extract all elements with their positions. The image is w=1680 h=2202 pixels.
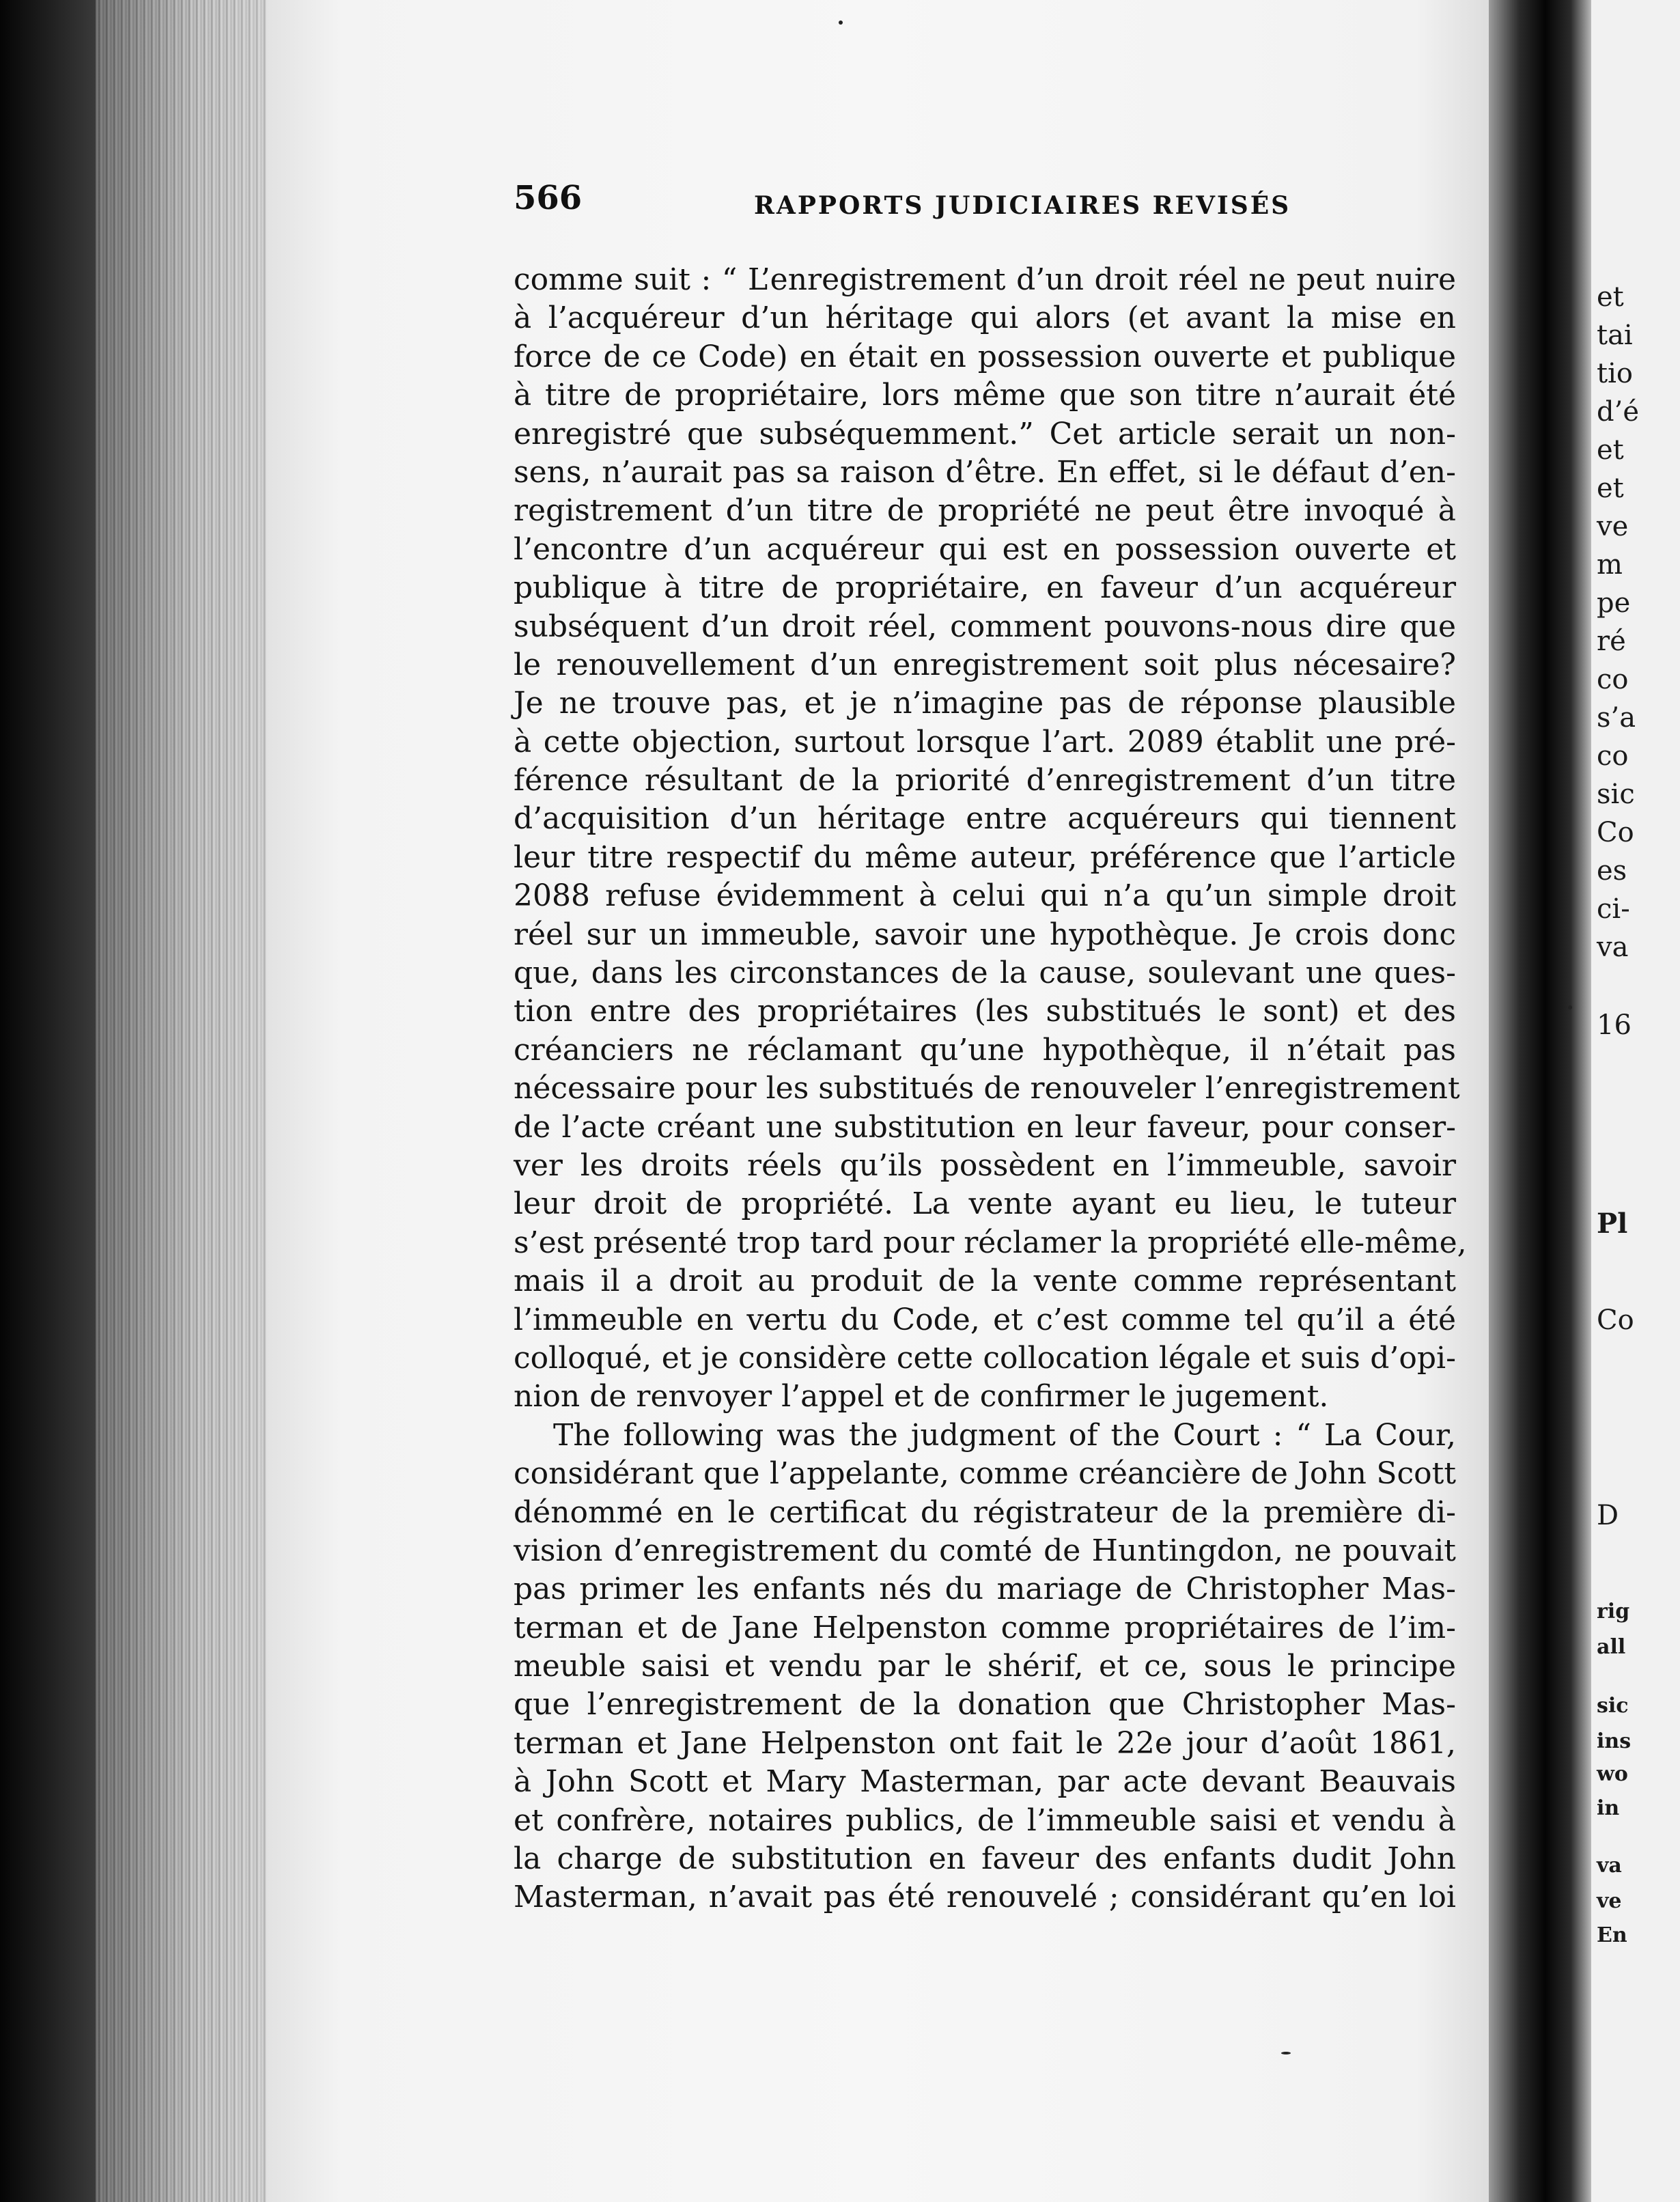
left-dark-margin — [0, 0, 96, 2202]
text-line: enregistré que subséquemment.” Cet article serait un non- — [514, 416, 1456, 451]
binding-gutter — [1489, 0, 1591, 2202]
facing-page-fragment: pe — [1597, 587, 1631, 619]
scan-speck — [1568, 1005, 1572, 1009]
text-line: férence résultant de la priorité d’enregistrement d’un titre — [514, 763, 1456, 798]
facing-page-fragment: En — [1597, 1923, 1627, 1947]
facing-page-fragment: d’é — [1597, 396, 1639, 428]
page-edges-stack — [96, 0, 266, 2202]
facing-page-fragment: all — [1597, 1635, 1626, 1659]
text-line: créanciers ne réclamant qu’une hypothèque, il n’était pas — [514, 1032, 1456, 1068]
text-line: d’acquisition d’un héritage entre acquéreurs qui tiennent — [514, 801, 1456, 837]
text-line: nécessaire pour les substitués de renouveler l’enregistrement — [514, 1071, 1460, 1106]
text-line: registrement d’un titre de propriété ne peut être invoqué à — [514, 493, 1456, 529]
scan-speck — [1281, 2052, 1291, 2054]
facing-page-fragment: et — [1597, 473, 1624, 504]
facing-page-fragment: es — [1597, 855, 1627, 887]
facing-page-fragment: co — [1597, 664, 1629, 695]
text-line: mais il a droit au produit de la vente comme représentant — [514, 1264, 1456, 1299]
text-line: terman et de Jane Helpenston comme propriétaires de l’im- — [514, 1610, 1456, 1645]
facing-page-fragment: s’a — [1597, 702, 1636, 734]
text-line: à l’acquéreur d’un héritage qui alors (et avant la mise en — [514, 301, 1456, 336]
text-line: que, dans les circonstances de la cause, soulevant une ques- — [514, 956, 1456, 991]
facing-page-fragment: D — [1597, 1500, 1619, 1531]
text-line: 2088 refuse évidemment à celui qui n’a qu’un simple droit — [514, 878, 1456, 914]
facing-page-fragment: in — [1597, 1796, 1620, 1820]
facing-page-fragment: Co — [1597, 817, 1634, 848]
text-line: Masterman, n’avait pas été renouvelé ; considérant qu’en loi — [514, 1880, 1456, 1915]
text-line: vision d’enregistrement du comté de Huntingdon, ne pouvait — [514, 1533, 1456, 1568]
text-line: à John Scott et Mary Masterman, par acte devant Beauvais — [514, 1764, 1456, 1800]
text-line: et confrère, notaires publics, de l’immeuble saisi et vendu à — [514, 1802, 1456, 1838]
text-line: tion entre des propriétaires (les substitués le sont) et des — [514, 994, 1456, 1029]
text-line: dénommé en le certificat du régistrateur de la première di- — [514, 1494, 1456, 1530]
text-line: le renouvellement d’un enregistrement soit plus nécesaire? — [514, 647, 1456, 682]
facing-page-fragment: m — [1597, 549, 1623, 581]
facing-page-fragment: et — [1597, 281, 1624, 313]
facing-page-fragment: Co — [1597, 1305, 1634, 1336]
facing-page-fragment: sic — [1597, 1694, 1629, 1718]
facing-page-fragment: Pl — [1597, 1208, 1628, 1240]
text-line: l’immeuble en vertu du Code, et c’est comme tel qu’il a été — [514, 1302, 1456, 1337]
page-number: 566 — [514, 179, 583, 217]
facing-page-fragment: co — [1597, 740, 1629, 772]
facing-page-fragment: ré — [1597, 626, 1626, 657]
facing-page — [1591, 0, 1680, 2202]
text-line: s’est présenté trop tard pour réclamer la propriété elle-même, — [514, 1225, 1467, 1260]
text-line: ver les droits réels qu’ils possèdent en l’immeuble, savoir — [514, 1147, 1456, 1183]
facing-page-fragment: ve — [1597, 511, 1629, 542]
facing-page-fragment: wo — [1597, 1762, 1628, 1786]
scan-speck — [839, 20, 843, 25]
text-line: à cette objection, surtout lorsque l’art. 2089 établit une pré- — [514, 724, 1456, 759]
text-line: subséquent d’un droit réel, comment pouvons-nous dire que — [514, 609, 1456, 644]
facing-page-fragment: va — [1597, 1854, 1622, 1878]
text-line: force de ce Code) en était en possession ouverte et publique — [514, 339, 1456, 374]
text-line: terman et Jane Helpenston ont fait le 22e jour d’août 1861, — [514, 1725, 1456, 1761]
text-line: l’encontre d’un acquéreur qui est en possession ouverte et — [514, 531, 1456, 567]
facing-page-fragment: ins — [1597, 1729, 1632, 1753]
text-line: de l’acte créant une substitution en leur faveur, pour conser- — [514, 1109, 1456, 1145]
facing-page-fragment: sic — [1597, 779, 1635, 810]
facing-page-fragment: ci- — [1597, 893, 1630, 925]
facing-page-fragment: rig — [1597, 1600, 1630, 1623]
facing-page-fragment: ve — [1597, 1889, 1622, 1913]
text-line: leur titre respectif du même auteur, préférence que l’article — [514, 839, 1456, 875]
text-line: leur droit de propriété. La vente ayant eu lieu, le tuteur — [514, 1186, 1456, 1222]
text-line: la charge de substitution en faveur des enfants dudit John — [514, 1841, 1456, 1877]
text-line: à titre de propriétaire, lors même que son titre n’aurait été — [514, 378, 1456, 413]
text-line: comme suit : “ L’enregistrement d’un droit réel ne peut nuire — [514, 262, 1456, 297]
text-line: que l’enregistrement de la donation que Christopher Mas- — [514, 1687, 1456, 1723]
text-line: The following was the judgment of the Court : “ La Cour, — [553, 1417, 1456, 1453]
facing-page-fragment: tai — [1597, 320, 1633, 351]
facing-page-fragment: 16 — [1597, 1009, 1632, 1041]
text-line: Je ne trouve pas, et je n’imagine pas de réponse plausible — [514, 686, 1456, 721]
facing-page-fragment: va — [1597, 932, 1629, 963]
text-line: pas primer les enfants nés du mariage de Christopher Mas- — [514, 1572, 1456, 1607]
facing-page-fragment: et — [1597, 434, 1624, 466]
body-text — [514, 261, 1467, 1917]
text-line: réel sur un immeuble, savoir une hypothèque. Je crois donc — [514, 917, 1456, 952]
text-line: sens, n’aurait pas sa raison d’être. En effet, si le défaut d’en- — [514, 454, 1456, 490]
running-title: RAPPORTS JUDICIAIRES REVISÉS — [754, 191, 1291, 220]
text-line: meuble saisi et vendu par le shérif, et ce, sous le principe — [514, 1649, 1456, 1684]
text-line: considérant que l’appelante, comme créancière de John Scott — [514, 1456, 1456, 1492]
text-line: nion de renvoyer l’appel et de confirmer le jugement. — [514, 1379, 1329, 1414]
facing-page-fragment: tio — [1597, 358, 1633, 389]
text-line: colloqué, et je considère cette collocation légale et suis d’opi- — [514, 1340, 1456, 1376]
text-line: publique à titre de propriétaire, en faveur d’un acquéreur — [514, 570, 1456, 606]
